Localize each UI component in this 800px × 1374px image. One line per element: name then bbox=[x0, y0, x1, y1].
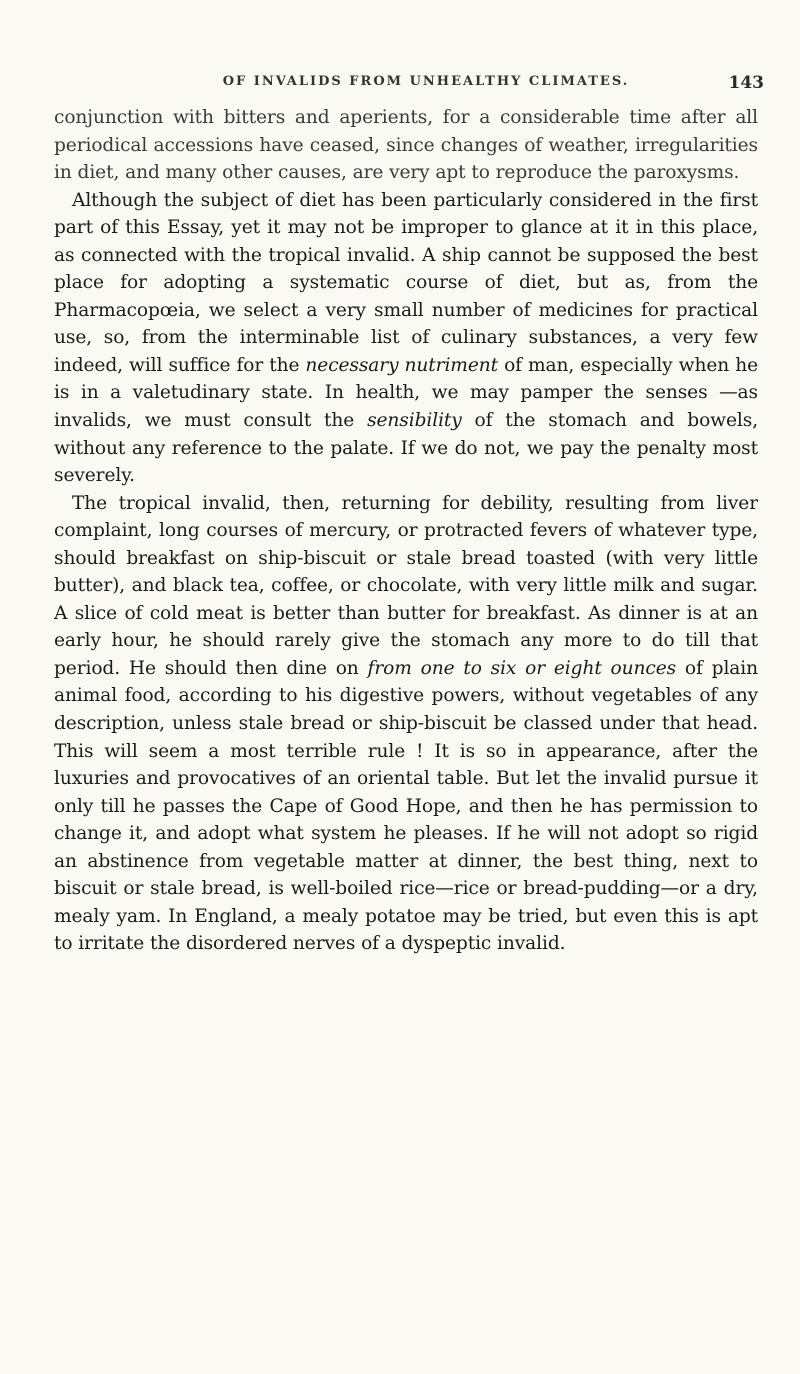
running-head-title: OF INVALIDS FROM UNHEALTHY CLIMATES. bbox=[222, 74, 630, 89]
paragraph-2-text-c: of the stomach and bowels, without any reference to the palate. If we do not, we pay the penalty most severely. bbox=[54, 410, 759, 487]
paragraph-1 bbox=[54, 104, 758, 187]
paragraph-2 bbox=[54, 187, 758, 490]
paragraph-3-italic-a: from one to six or eight ounces bbox=[367, 657, 677, 679]
paragraph-3-text-a: The tropical invalid, then, returning for debility, resulting from liver complaint, long courses of mercury, or protracted fevers of whatever type, should breakfast on ship-biscuit or stale bread toasted (with very little butter), and black tea, coffee, or chocolate, with very little milk and sugar. A slice of cold meat is better than butter for breakfast. As dinner is at an early hour, he should rarely give the stomach any more to do till that period. He should then dine on bbox=[54, 492, 758, 679]
paragraph-2-text-b: of man, especially when he is in a valetudinary state. In health, we may pamper the senses —as invalids, we must consult the bbox=[54, 354, 758, 432]
running-head bbox=[54, 73, 764, 104]
body-text bbox=[54, 104, 758, 958]
book-page bbox=[54, 73, 764, 958]
paragraph-3-text-b: of plain animal food, according to his digestive powers, without vegetables of any description, unless stale bread or ship-biscuit be classed under that head. This will seem a most terrible rule ! It is so in appearance, after the luxuries and provocatives of an oriental table. But let the invalid pursue it only till he passes the Cape of Good Hope, and then he has permission to change it, and adopt what system he pleases. If he will not adopt so rigid an abstinence from vegetable matter at dinner, the best thing, next to biscuit or stale bread, is well-boiled rice—rice or bread-pudding—or a dry, mealy yam. In England, a mealy potatoe may be tried, but even this is apt to irritate the disordered nerves of a dyspeptic invalid. bbox=[54, 657, 758, 955]
paragraph-2-text-a: Although the subject of diet has been particularly considered in the first part of this Essay, yet it may not be improper to glance at it in this place, as connected with the tropical invalid. A ship cannot be supposed the best place for adopting a systematic course of diet, but as, from the Pharmacopœia, we select a very small number of medicines for practical use, so, from the interminable list of culinary substances, a very few indeed, will suffice for the bbox=[54, 189, 758, 376]
paragraph-2-italic-b: sensibility bbox=[367, 410, 462, 432]
page-number: 143 bbox=[728, 73, 764, 93]
paragraph-3 bbox=[54, 490, 758, 958]
paragraph-2-italic-a: necessary nutriment bbox=[305, 354, 498, 376]
paragraph-1-text: conjunction with bitters and aperients, for a considerable time after all periodical accessions have ceased, since changes of weather, irregularities in diet, and many other causes, are very apt to reproduce the paroxysms. bbox=[54, 107, 758, 184]
